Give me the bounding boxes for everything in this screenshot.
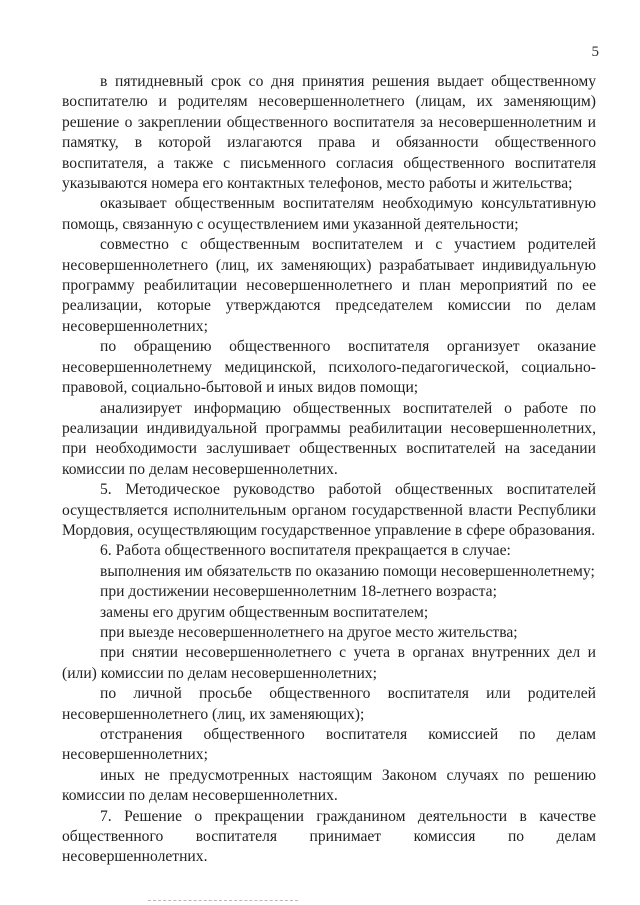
paragraph-4: по обращению общественного воспитателя организует оказание несовершеннолетнему медицинской, психолого-педагогической, социально-правовой, социально-бытовой и иных видов помощи; [62,338,596,397]
paragraph-10: замены его другим общественным воспитателем; [100,603,429,621]
paragraph-2: оказывает общественным воспитателям необходимую консультативную помощь, связанную с осуществлением ими указанной деятельности; [62,195,596,233]
paragraph-1: в пятидневный срок со дня принятия решения выдает общественному воспитателю и родителям несовершеннолетнего (лицам, их заменяющим) решение о закреплении общественного воспитателя за несовершеннолетним и памятку, в которой излагаются права и обязанности общественного воспитателя, а также с письменного согласия общественного воспитателя указываются номера его контактных телефонов, место работы и жительства; [62,73,596,193]
paragraph-6: 5. Методическое руководство работой общественных воспитателей осуществляется исполнительным органом государственной власти Республики Мордовия, осуществляющим государственное управление в сфере образования. [62,481,596,539]
paragraph-13: по личной просьбе общественного воспитателя или родителей несовершеннолетнего (лиц, их заменяющих); [62,685,596,723]
paragraph-15: иных не предусмотренных настоящим Законом случаях по решению комиссии по делам несовершеннолетних. [62,766,596,805]
paragraph-12: при снятии несовершеннолетнего с учета в органах внутренних дел и (или) комиссии по делам несовершеннолетних; [62,644,596,682]
paragraph-5: анализирует информацию общественных воспитателей о работе по реализации индивидуальной программы реабилитации несовершеннолетних, при необходимости заслушивает общественных воспитателей на заседании комиссии по делам несовершеннолетних. [62,399,596,478]
paragraph-11: при выезде несовершеннолетнего на другое место жительства; [100,623,518,641]
paragraph-3: совместно с общественным воспитателем и с участием родителей несовершеннолетнего (лиц, их заменяющих) разрабатывает индивидуальную программу реабилитации несовершеннолетнего и план мероприятий по ее реализации, которые утверждаются председателем комиссии по делам несовершеннолетних; [62,236,596,335]
paragraph-9: при достижении несовершеннолетним 18-летнего возраста; [100,583,497,601]
bottom-rule [148,900,298,901]
paragraph-8: выполнения им обязательств по оказанию помощи несовершеннолетнему; [100,562,595,580]
paragraph-16: 7. Решение о прекращении гражданином деятельности в качестве общественного воспитателя принимает комиссия по делам несовершеннолетних. [62,807,596,866]
document-body [62,72,596,868]
paragraph-14: отстранения общественного воспитателя комиссией по делам несовершеннолетних; [62,726,596,764]
paragraph-7: 6. Работа общественного воспитателя прекращается в случае: [100,542,511,560]
page-number: 5 [591,44,599,60]
